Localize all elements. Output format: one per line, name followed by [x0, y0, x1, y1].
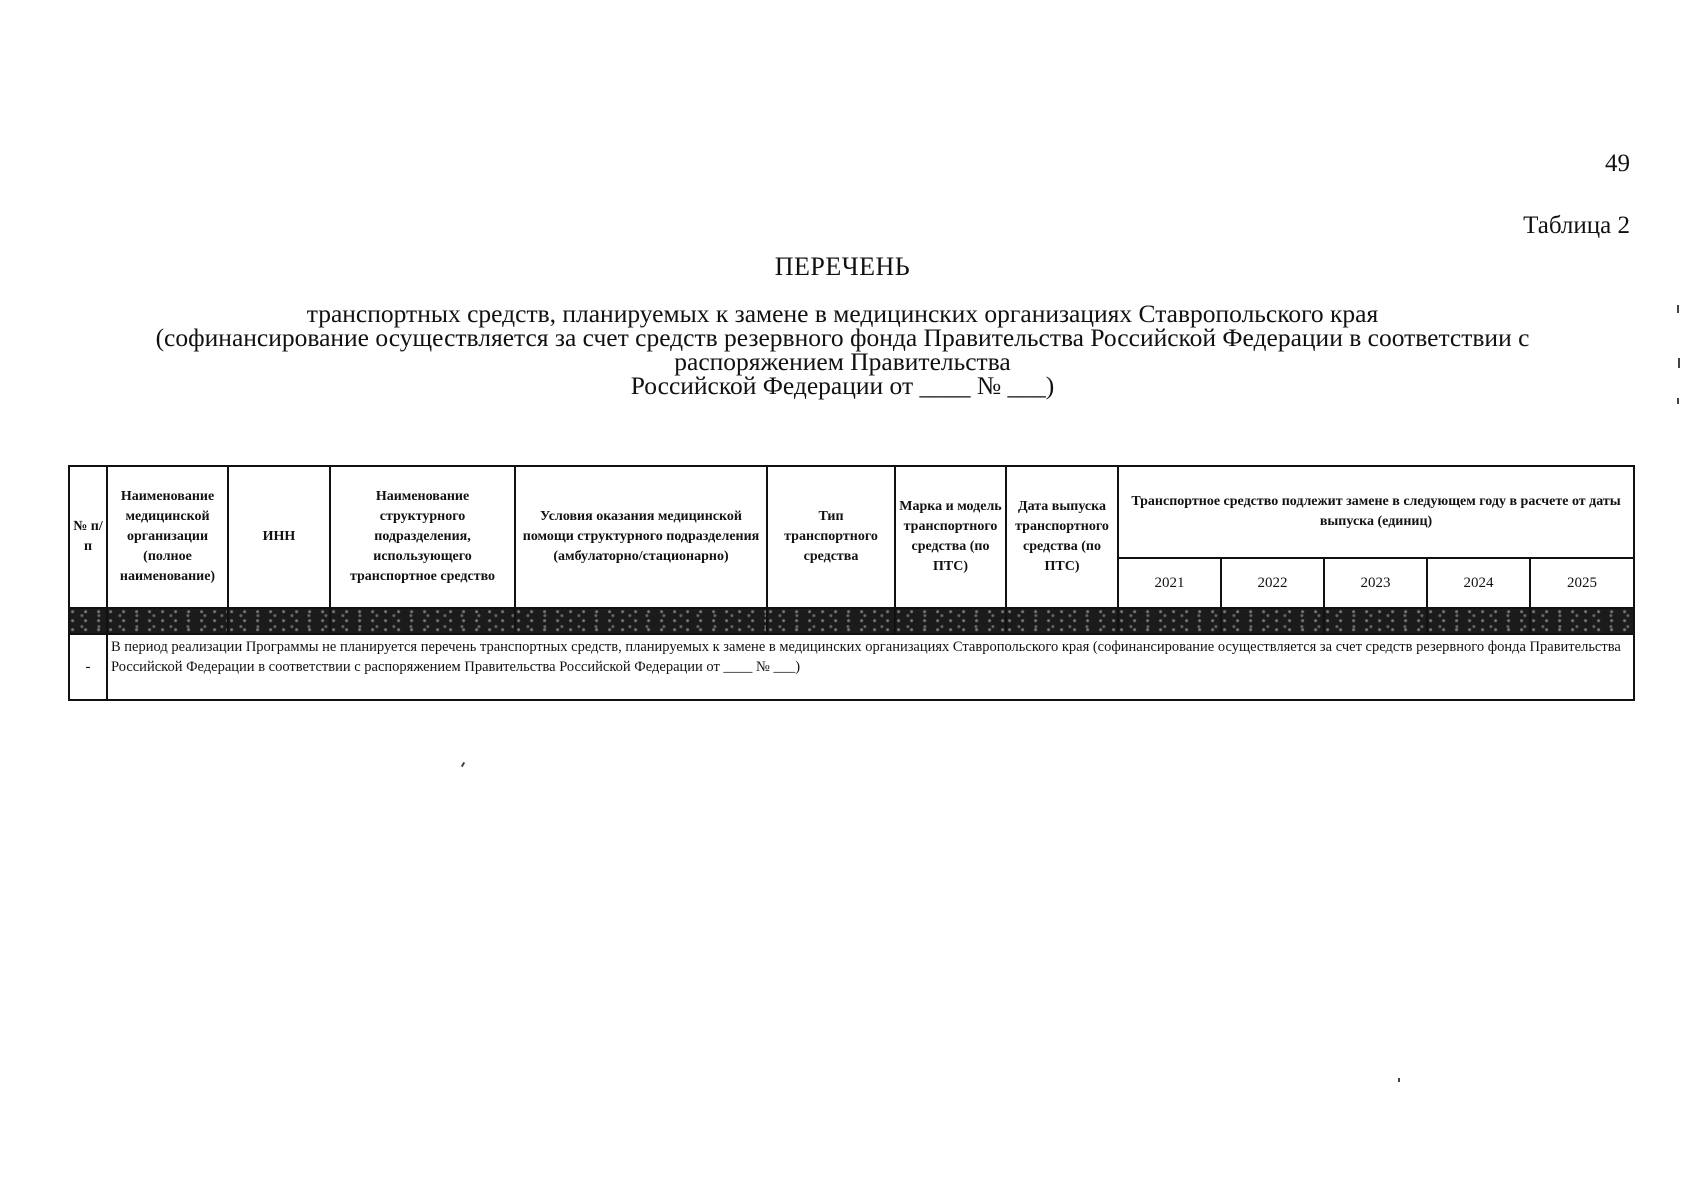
scan-speck	[1678, 358, 1680, 368]
header-year: 2025	[1530, 558, 1634, 608]
page-number: 49	[1605, 150, 1630, 177]
table-caption: Таблица 2	[1523, 212, 1630, 239]
document-title: ПЕРЕЧЕНЬ	[774, 252, 911, 281]
header-organization: Наименование медицинской организации (полное наименование)	[107, 466, 228, 608]
header-structural-unit: Наименование структурного подразделения, использующего транспортное средство	[330, 466, 515, 608]
scan-noise-row	[69, 608, 1634, 634]
scan-speck	[1677, 398, 1679, 404]
subtitle-line: Российской Федерации от ____ № ___)	[630, 371, 1055, 400]
scan-speck	[461, 762, 465, 767]
header-release-date: Дата выпуска транспортного средства (по ПТС)	[1006, 466, 1118, 608]
document-subtitle	[60, 299, 1625, 400]
row-note: В период реализации Программы не планируется перечень транспортных средств, планируемых к замене в медицинских организациях Ставропольского края (софинансирование осуществляется за счет средств резервного фонда Правительства Российской Федерации в соответствии с распоряжением Правительства Российской Федерации от ____ № ___)	[107, 634, 1634, 700]
scan-speck	[1398, 1078, 1400, 1082]
row-number: -	[69, 634, 107, 700]
header-year: 2021	[1118, 558, 1221, 608]
subtitle-line: (софинансирование осуществляется за счет средств резервного фонда Правительства Российской Федерации в соответствии с	[155, 323, 1530, 352]
header-vehicle-model: Марка и модель транспортного средства (по ПТС)	[895, 466, 1006, 608]
subtitle-line: распоряжением Правительства	[674, 347, 1011, 376]
header-year: 2023	[1324, 558, 1427, 608]
header-year: 2022	[1221, 558, 1324, 608]
scan-speck	[1677, 305, 1679, 313]
table-row	[69, 634, 1634, 700]
header-vehicle-type: Тип транспортного средства	[767, 466, 895, 608]
header-care-conditions: Условия оказания медицинской помощи структурного подразделения (амбулаторно/стационарно)	[515, 466, 767, 608]
vehicles-table	[68, 465, 1635, 701]
header-replacement-year: Транспортное средство подлежит замене в следующем году в расчете от даты выпуска (единиц)	[1118, 466, 1634, 558]
subtitle-line: транспортных средств, планируемых к замене в медицинских организациях Ставропольского края	[306, 299, 1379, 328]
header-number: № п/п	[69, 466, 107, 608]
header-year: 2024	[1427, 558, 1530, 608]
header-inn: ИНН	[228, 466, 330, 608]
